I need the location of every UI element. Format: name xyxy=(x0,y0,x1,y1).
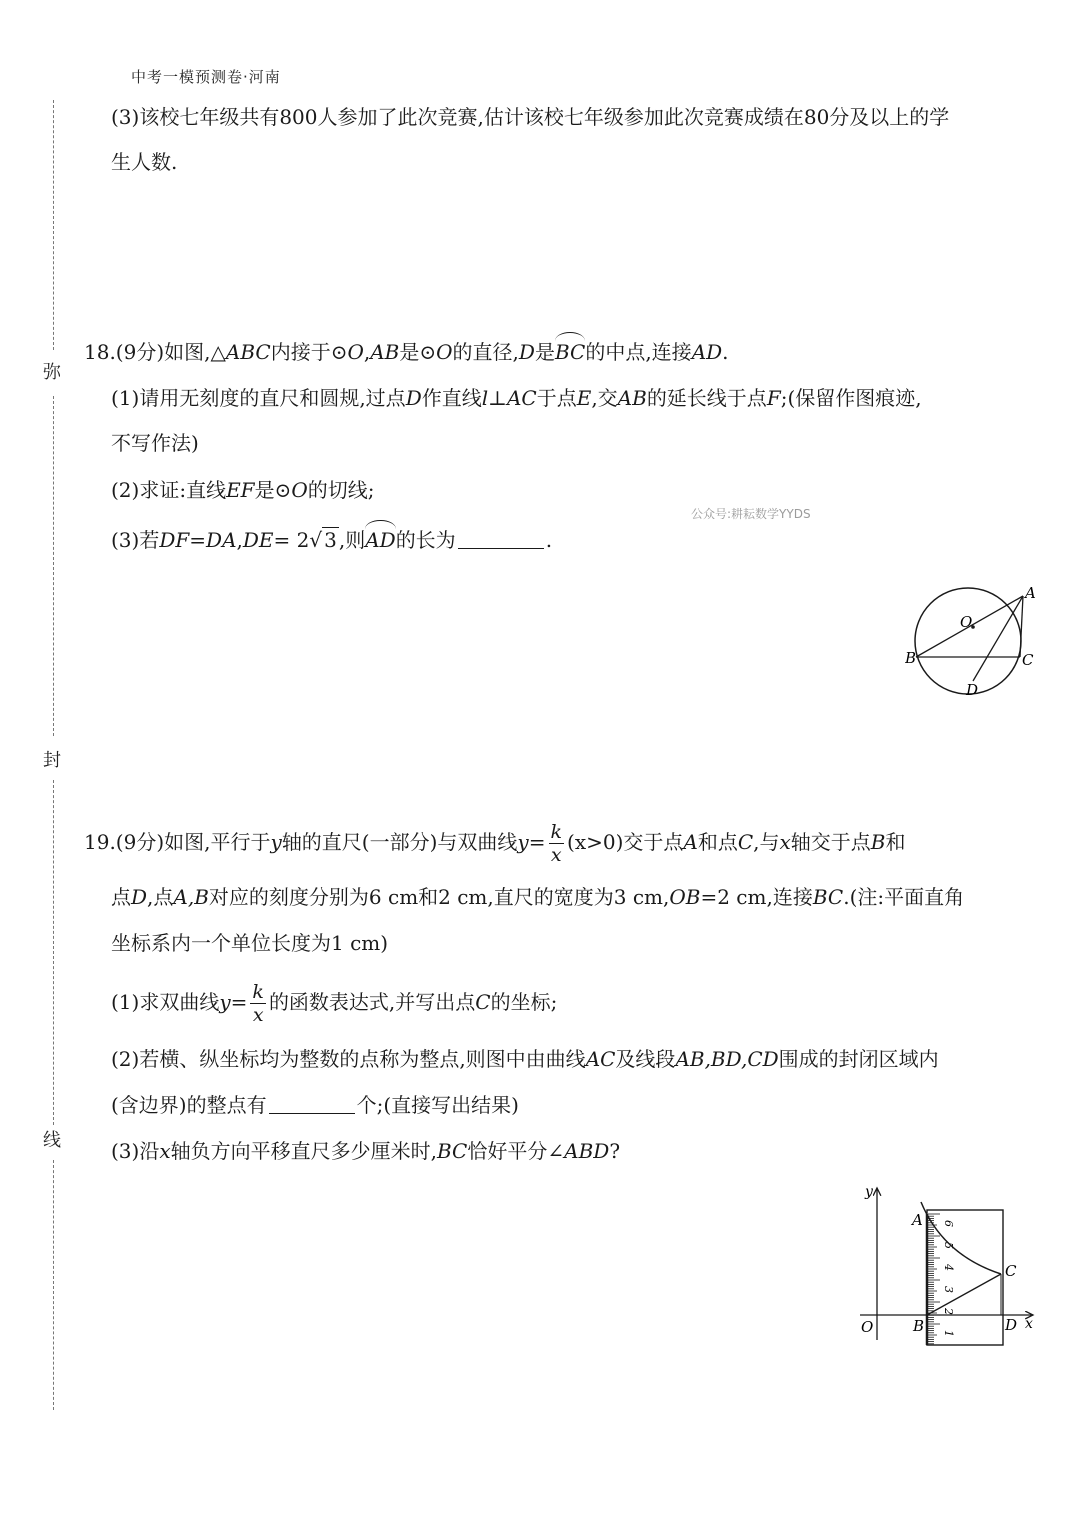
label-origin: O xyxy=(861,1318,874,1336)
binding-line-middle-1 xyxy=(53,396,54,736)
q18-text: ,则 xyxy=(338,528,366,552)
q19-part3 xyxy=(111,1137,620,1165)
q18-var: DA xyxy=(206,528,237,552)
label-c: C xyxy=(1022,651,1034,669)
binding-line-top xyxy=(53,100,54,350)
q19-var: x xyxy=(779,830,791,854)
q18-text: = 2 xyxy=(273,528,310,552)
q18-text: ,交 xyxy=(591,386,618,410)
q18-var: l xyxy=(481,386,489,410)
axis-label-y: y xyxy=(865,1184,873,1200)
binding-char-xian: 线 xyxy=(43,1130,61,1151)
q19-var: C xyxy=(737,830,754,854)
q18-arc-bc: BC xyxy=(554,340,586,364)
q19-text: 轴的直尺(一部分)与双曲线 xyxy=(281,830,518,854)
label-c: C xyxy=(1005,1262,1017,1280)
q18-text: . xyxy=(722,340,729,364)
q19-text: 及线段 xyxy=(615,1047,676,1071)
q18-var: AB xyxy=(617,386,647,410)
label-a: A xyxy=(912,1211,923,1229)
ruler-body xyxy=(927,1210,1003,1345)
q18-var: AD xyxy=(691,340,723,364)
q18-var: O xyxy=(291,478,308,502)
q18-part1-line1 xyxy=(111,384,922,412)
q18-var: DF xyxy=(159,528,190,552)
q18-var: E xyxy=(576,386,592,410)
q19-text: ,点 xyxy=(147,885,174,909)
frac-numerator: k xyxy=(252,981,264,1003)
q19-text: (3)沿 xyxy=(111,1139,160,1163)
q19-ruler-hyperbola-figure xyxy=(855,1180,1040,1350)
q18-text: 的直径, xyxy=(452,340,519,364)
q18-var: O xyxy=(436,340,453,364)
q19-stem-line2 xyxy=(111,883,964,911)
watermark: 公众号:耕耘数学YYDS xyxy=(691,507,811,521)
q18-text: 作直线 xyxy=(421,386,482,410)
q18-part3 xyxy=(111,526,552,554)
q18-text: 是⊙ xyxy=(399,340,437,364)
q19-var: D xyxy=(131,885,148,909)
q18-arc-ad: AD xyxy=(365,528,396,552)
q19-text: = xyxy=(528,830,546,854)
q18-text: 的长为 xyxy=(395,528,456,552)
q19-var: OB xyxy=(669,885,701,909)
fraction-k-over-x xyxy=(549,821,565,866)
fraction-k-over-x-2 xyxy=(250,981,266,1026)
q19-text: 点 xyxy=(111,885,131,909)
q19-part2-line2 xyxy=(111,1091,519,1119)
q19-text: 19.(9分)如图,平行于 xyxy=(84,830,271,854)
q19-text: 个;(直接写出结果) xyxy=(356,1093,519,1117)
label-b: B xyxy=(913,1317,925,1335)
q19-text: ,与 xyxy=(753,830,780,854)
q18-text: 内接于⊙ xyxy=(270,340,348,364)
q19-var: BC xyxy=(812,885,844,909)
q19-stem-line1 xyxy=(84,820,906,866)
axis-label-x: x xyxy=(1025,1316,1033,1332)
q18-var: D xyxy=(518,340,535,364)
q18-var: ABC xyxy=(225,340,271,364)
q19-var: A,B xyxy=(173,885,209,909)
q18-text: , xyxy=(236,528,243,552)
q19-var: C xyxy=(475,990,491,1014)
binding-line-bottom xyxy=(53,1160,54,1410)
q18-text: 是⊙ xyxy=(254,478,292,502)
q19-text: 交于点 xyxy=(623,830,684,854)
binding-char-feng: 封 xyxy=(43,750,61,771)
frac-denominator: x xyxy=(550,844,562,866)
q19-var: B xyxy=(870,830,886,854)
q19-text: ? xyxy=(609,1139,621,1163)
binding-char-mi: 弥 xyxy=(43,362,61,383)
q19-text: 和点 xyxy=(697,830,738,854)
label-a: A xyxy=(1025,584,1036,602)
q19-text: 轴交于点 xyxy=(790,830,871,854)
q19-text: (含边界)的整点有 xyxy=(111,1093,267,1117)
label-o: O xyxy=(960,613,973,631)
q19-text: 恰好平分∠ xyxy=(467,1139,565,1163)
ruler-tick-label-3: 3 xyxy=(942,1286,955,1293)
q19-condition: (x>0) xyxy=(567,830,624,854)
answer-blank-q19[interactable] xyxy=(269,1113,355,1114)
q18-var: F xyxy=(766,386,781,410)
sqrt-symbol: √ 3 xyxy=(309,528,337,552)
q19-var: x xyxy=(159,1139,171,1163)
label-d: D xyxy=(966,681,979,699)
label-d: D xyxy=(1005,1316,1018,1334)
q19-text: 围成的封闭区域内 xyxy=(778,1047,939,1071)
frac-denominator: x xyxy=(252,1004,264,1026)
q19-text: 和 xyxy=(885,830,906,854)
q19-text: (2)若横、纵坐标均为整数的点称为整点,则图中由曲线 xyxy=(111,1047,586,1071)
ruler-tick-label-1: 1 xyxy=(942,1330,955,1337)
ruler-ticks xyxy=(928,1214,940,1344)
ruler-tick-label-5: 5 xyxy=(942,1242,955,1249)
q18-var: AB xyxy=(370,340,400,364)
q19-text: 对应的刻度分别为6 cm和2 cm,直尺的宽度为3 cm, xyxy=(208,885,670,909)
q18-text: 的延长线于点 xyxy=(646,386,767,410)
q18-text: 18.(9分)如图,△ xyxy=(84,340,226,364)
q19-var: ABD xyxy=(564,1139,610,1163)
q18-radicand: 3 xyxy=(324,528,337,552)
q19-var: AB,BD,CD xyxy=(675,1047,779,1071)
q18-var: O xyxy=(347,340,364,364)
q19-text: 的函数表达式,并写出点 xyxy=(268,990,476,1014)
segment-ac xyxy=(1020,596,1023,657)
answer-blank-q18[interactable] xyxy=(458,548,544,549)
q18-part2 xyxy=(111,476,374,504)
ruler-tick-label-2: 2 xyxy=(942,1308,955,1315)
q18-text: 是 xyxy=(534,340,555,364)
q19-var: y xyxy=(270,830,282,854)
q18-text: ;(保留作图痕迹, xyxy=(780,386,922,410)
ruler-tick-label-6: 6 xyxy=(942,1220,955,1227)
segment-ad xyxy=(973,596,1023,681)
q18-var: EF xyxy=(226,478,255,502)
q18-text: (3)若 xyxy=(111,528,160,552)
q19-stem-line3: 坐标系内一个单位长度为1 cm) xyxy=(111,931,389,955)
circle-o xyxy=(915,588,1021,694)
q18-text: ⊥ xyxy=(488,386,507,410)
q19-var: A xyxy=(683,830,698,854)
q18-var: D xyxy=(405,386,422,410)
q18-text: (2)求证:直线 xyxy=(111,478,227,502)
q19-text: =2 cm,连接 xyxy=(700,885,813,909)
q19-part2-line1 xyxy=(111,1045,939,1073)
q18-text: (1)请用无刻度的直尺和圆规,过点 xyxy=(111,386,406,410)
q18-text: , xyxy=(363,340,371,364)
q19-var: AC xyxy=(585,1047,616,1071)
exam-header: 中考一模预测卷·河南 xyxy=(131,68,281,86)
q18-text: 的切线; xyxy=(307,478,375,502)
frac-numerator: k xyxy=(550,821,563,843)
q18-text: = xyxy=(189,528,207,552)
q18-part1-line2: 不写作法) xyxy=(111,431,199,455)
q17-part3-line1: (3)该校七年级共有800人参加了此次竞赛,估计该校七年级参加此次竞赛成绩在80分及以上的学 xyxy=(111,105,950,129)
binding-line-middle-2 xyxy=(53,780,54,1125)
q19-text: 轴负方向平移直尺多少厘米时, xyxy=(170,1139,437,1163)
q19-text: (1)求双曲线 xyxy=(111,990,220,1014)
label-b: B xyxy=(905,649,917,667)
q18-var: AC xyxy=(506,386,537,410)
q18-text: 于点 xyxy=(536,386,577,410)
q18-var: DE xyxy=(242,528,274,552)
q17-part3-line2: 生人数. xyxy=(111,150,178,174)
q18-text: 的中点,连接 xyxy=(585,340,692,364)
q19-part1 xyxy=(111,980,557,1026)
ruler-tick-label-4: 4 xyxy=(942,1264,955,1271)
q19-text: .(注:平面直角 xyxy=(843,885,965,909)
q19-var: BC xyxy=(436,1139,468,1163)
q19-var: y xyxy=(517,830,529,854)
q19-var: y xyxy=(219,990,231,1014)
q19-text: = xyxy=(230,990,248,1014)
q19-text: 的坐标; xyxy=(490,990,558,1014)
q18-stem xyxy=(84,338,729,366)
q18-circle-figure xyxy=(905,568,1040,703)
q18-text: . xyxy=(545,528,553,552)
